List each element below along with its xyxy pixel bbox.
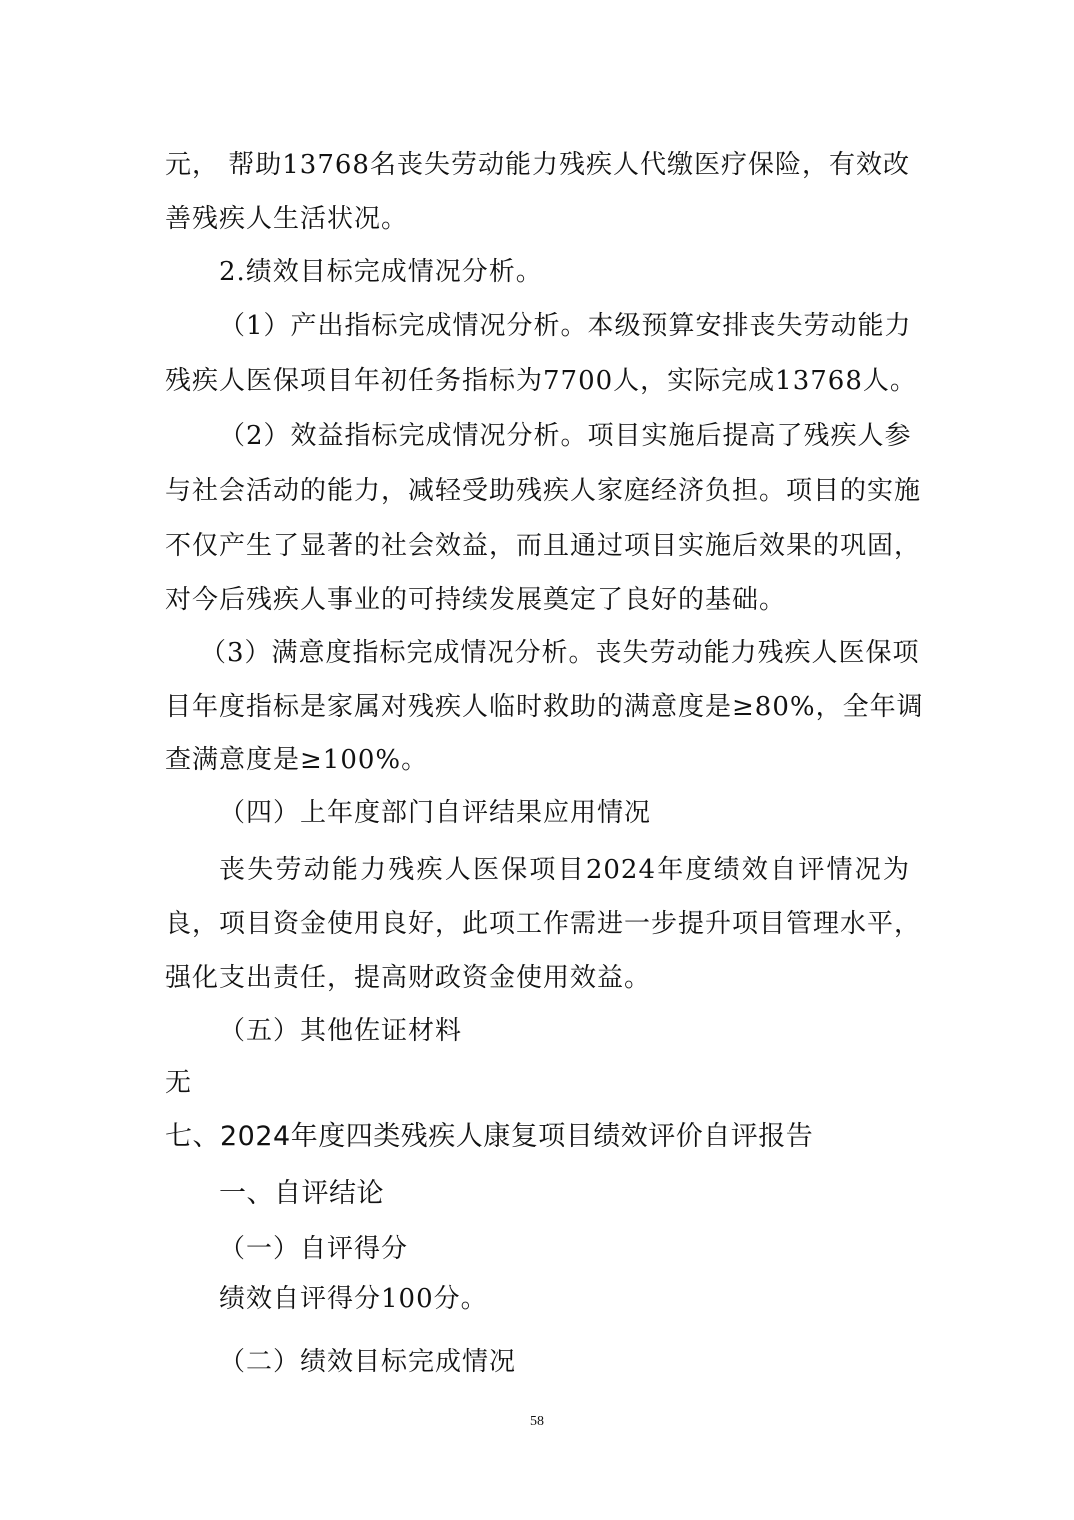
body-text-line: 不仅产生了显著的社会效益，而且通过项目实施后效果的巩固， xyxy=(165,531,922,561)
body-text-line: 善残疾人生活状况。 xyxy=(165,204,409,234)
body-text-line: 查满意度是≥100%。 xyxy=(165,745,429,775)
body-text-line: 与社会活动的能力，减轻受助残疾人家庭经济负担。项目的实施 xyxy=(165,476,922,506)
section-heading: （四）上年度部门自评结果应用情况 xyxy=(219,798,652,828)
body-text-line: 丧失劳动能力残疾人医保项目2024年度绩效自评情况为 xyxy=(219,855,910,885)
body-text-line: 残疾人医保项目年初任务指标为7700人，实际完成13768人。 xyxy=(165,366,917,396)
page-number: 58 xyxy=(530,1414,544,1429)
body-text-line: （3）满意度指标完成情况分析。丧失劳动能力残疾人医保项 xyxy=(200,638,920,668)
body-text-line: 目年度指标是家属对残疾人临时救助的满意度是≥80%，全年调 xyxy=(165,692,924,722)
body-text-line: （2）效益指标完成情况分析。项目实施后提高了残疾人参 xyxy=(219,421,912,451)
body-text-line: （1）产出指标完成情况分析。本级预算安排丧失劳动能力 xyxy=(219,311,912,341)
chapter-heading: 七、2024年度四类残疾人康复项目绩效评价自评报告 xyxy=(165,1121,814,1152)
sub-heading: 2.绩效目标完成情况分析。 xyxy=(219,257,543,287)
body-text-line: 强化支出责任，提高财政资金使用效益。 xyxy=(165,963,652,993)
body-text-line: 良，项目资金使用良好，此项工作需进一步提升项目管理水平， xyxy=(165,909,922,939)
body-text-line: 无 xyxy=(165,1068,193,1098)
sub-heading: （二）绩效目标完成情况 xyxy=(219,1347,517,1377)
section-heading: 一、自评结论 xyxy=(219,1178,384,1209)
body-text-line: 元， 帮助13768名丧失劳动能力残疾人代缴医疗保险，有效改 xyxy=(165,150,910,180)
body-text-line: 绩效自评得分100分。 xyxy=(219,1284,488,1314)
sub-heading: （一）自评得分 xyxy=(219,1234,409,1264)
section-heading: （五）其他佐证材料 xyxy=(219,1016,463,1046)
body-text-line: 对今后残疾人事业的可持续发展奠定了良好的基础。 xyxy=(165,585,787,615)
